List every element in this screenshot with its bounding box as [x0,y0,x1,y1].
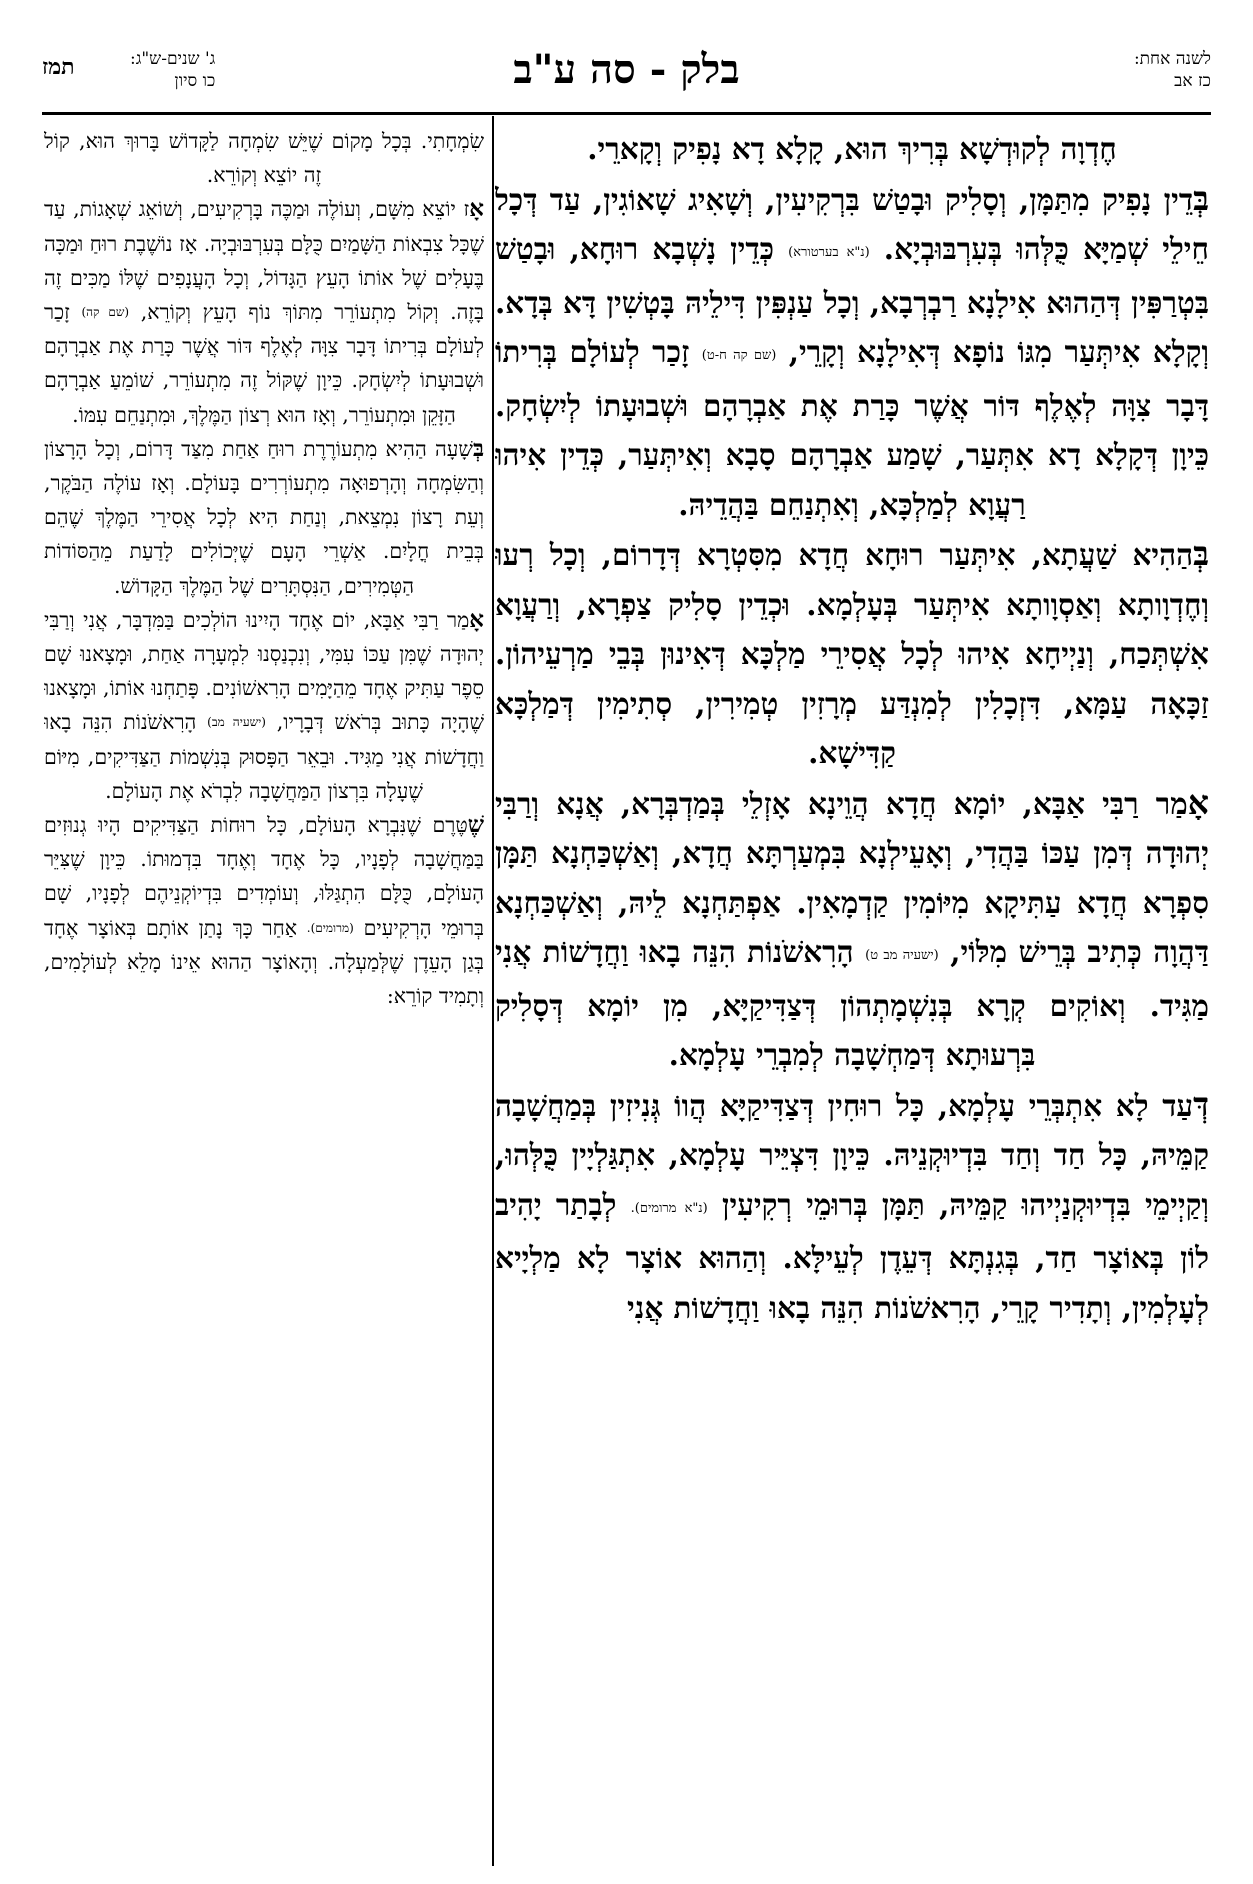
schedule-one-year-label: לשנה אחת: [1133,49,1211,69]
header-rule [42,112,1211,115]
side-p5-text-b: אַחַר כָּךְ נָתַן אוֹתָם בְּאוֹצָר אֶחָד בְּגַן הָעֵדֶן שֶׁלְּמַעְלָה. וְהָאוֹצָר הַהוּא אֵינוֹ מָלֵא לְעוֹלָמִים, וְתָמִיד קוֹרֵא: [44,915,484,1009]
main-p5-ref: (נ"א מרומים). [630,1200,708,1216]
main-p4-opener: אָ [1187,782,1209,822]
side-paragraph-1 [44,124,484,192]
side-p2-text-b: זָכַר לְעוֹלָם בְּרִיתוֹ דָּבָר צִוָּה לְאֶלֶף דּוֹר אֲשֶׁר כָּרַת אֶת אַבְרָהָם וּשְׁבוּעָתוֹ לְיִשְׂחָק. כֵּיוָן שֶׁקּוֹל זֶה מִתְעוֹרֵר, שׁוֹמֵעַ אַבְרָהָם הַזָּקֵן וּמִתְעוֹרֵר, וְאָז הוּא רְצוֹן הַמֶּלֶךְ, וּמִתְנַחֵם עִמּוֹ. [44,300,484,427]
main-paragraph-4 [495,778,1209,1080]
main-p5-opener: דְּ [1193,1084,1209,1124]
side-p5-ref: (מרומים). [306,920,354,935]
column-divider [492,116,494,1866]
side-p3-text: שָׁעָה הַהִיא מִתְעוֹרֶרֶת רוּחַ אַחַת מִצַּד דָּרוֹם, וְכָל הָרָצוֹן וְהַשִּׂמְחָה וְהָרְפוּאָה מִתְעוֹרְרִים בָּעוֹלָם. וְאָז עוֹלֶה הַבֹּקֶר, וְעֵת רָצוֹן נִמְצֵאת, וְנַחַת הִיא לְכָל אֲסִירֵי הַמֶּלֶךְ שֶׁהֵם בְּבֵית חֳלָיִם. אַשְׁרֵי הָעָם שֶׁיְּכוֹלִים לָדַעַת מֵהַסּוֹדוֹת הַטְּמִירִים, הַנִּסְתָּרִים שֶׁל הַמֶּלֶךְ הַקָּדוֹשׁ. [44,436,484,598]
main-text-column [495,124,1209,1864]
side-paragraph-5 [44,808,484,1013]
main-paragraph-2 [495,174,1209,530]
schedule-three-years [130,48,215,92]
main-p1-text: חֶדְוָה לְקוּדְשָׁא בְּרִיךְ הוּא, קָלָא דָא נָפִיק וְקָארֵי. [587,131,1117,166]
main-p4-text-b: הָרִאשֹׁנוֹת הִנֵּה בָאוּ וַחֲדָשׁוֹת אֲנִי מַגִּיד. וְאוֹקִים קְרָא בְּנִשְׁמָתְהוֹן דְּצַדִּיקַיָּא, מִן יוֹמָא דְּסָלִיק בִּרְעוּתָא דְּמַחְשָׁבָה לְמִבְרֵי עָלְמָא. [495,934,1209,1072]
side-p4-ref: (ישעיה מב) [207,715,266,730]
main-paragraph-1 [495,124,1209,174]
main-paragraph-5 [495,1080,1209,1333]
schedule-one-year-date: כז אב [1174,71,1211,91]
main-p4-text-a: מַר רַבִּי אַבָּא, יוֹמָא חֲדָא הֲוֵינָא אָזְלֵי בְּמַדְבְּרָא, אֲנָא וְרַבִּי יְהוּדָה דְּמִן עַכּוֹ בַּהֲדִי, וְאָעֵילְנָא בִּמְעַרְתָּא חֲדָא, וְאַשְׁכַּחְנָא תַּמָּן סִפְרָא חֲדָא עַתִּיקָא מִיּוֹמִין קַדְמָאִין. אַפְתַּחְנָא לֵיהּ, וְאַשְׁכַּחְנָא דַּהֲוָה כְּתִיב בְּרֵישׁ מִלּוֹי, [495,785,1209,969]
side-p5-opener: שֶׁ [467,811,484,839]
side-p1-text: שִׂמְחָתִי. בְּכָל מָקוֹם שֶׁיֵּשׁ שִׂמְחָה לַקָּדוֹשׁ בָּרוּךְ הוּא, קוֹל זֶה יוֹצֵא וְקוֹרֵא. [44,129,484,188]
main-p2-text-c: זָכַר לְעוֹלָם בְּרִיתוֹ דָּבָר צִוָּה לְאֶלֶף דּוֹר אֲשֶׁר כָּרַת אֶת אַבְרָהָם וּשְׁבוּעָתוֹ לְיִשְׂחָק. כֵּיוָן דְּקָלָא דָא אִתְּעַר, שָׁמַע אַבְרָהָם סָבָא וְאִיתְּעַר, כְּדֵין אִיהוּ רַעֲוָא לְמַלְכָּא, וְאִתְנַחֵם בַּהֲדֵיהּ. [495,334,1209,522]
main-p3-text: הַהִיא שַׁעֲתָא, אִיתְּעַר רוּחָא חֲדָא מִסִּטְרָא דְּדָרוֹם, וְכָל רְעוּ וְחֶדְוָותָא וְאַסְוָותָא אִיתְּעַר בְּעָלְמָא. וּכְדֵין סָלִיק צַפְרָא, וְרַעֲוָא אִשְׁתְּכַח, וְנַיְיחָא אִיהוּ לְכָל אֲסִירֵי מַלְכָּא דְּאִינוּן בְּבֵי מַרְעֵיהוֹן. זַכָּאָה עַמָּא, דִּזְכָלִין לְמִנְדַּע מְרָזִין טְמִירִין, סְתִימִין דְּמַלְכָּא קַדִּישָׁא. [495,537,1209,770]
side-p4-text-a: מַר רַבִּי אַבָּא, יוֹם אֶחָד הָיִינוּ הוֹלְכִים בַּמִּדְבָּר, אֲנִי וְרַבִּי יְהוּדָה שֶׁמִּן עַכּוֹ עִמִּי, וְנִכְנַסְנוּ לִמְעָרָה אַחַת, וּמָצָאנוּ שָׁם סֵפֶר עַתִּיק אֶחָד מֵהַיָּמִים הָרִאשׁוֹנִים. פָּתַחְנוּ אוֹתוֹ, וּמָצָאנוּ שֶׁהָיָה כָּתוּב בְּרֹאשׁ דְּבָרָיו, [44,607,484,735]
side-p3-opener: בְּ [472,434,484,462]
page-title: בלק - סה ע"ב [513,46,740,93]
main-p4-ref: (ישעיה מב ט) [865,948,939,963]
side-p2-text-a: ז יוֹצֵא מִשָּׁם, וְעוֹלֶה וּמַכֶּה בָּרְקִיעִים, וְשׁוֹאֵג שְׁאָגוֹת, עַד שֶׁכָּל צִבְאוֹת הַשָּׁמַיִם כֻּלָּם בְּעִרְבּוּבְיָה. אָז נוֹשֶׁבֶת רוּחַ וּמַכָּה בֶּעָלִים שֶׁל אוֹתוֹ הָעֵץ הַגָּדוֹל, וְכָל הָעֲנָפִים שֶׁלּוֹ מַכִּים זֶה בָּזֶה. וְקוֹל מִתְעוֹרֵר מִתּוֹךְ נוֹף הָעֵץ וְקוֹרֵא, [44,197,484,325]
side-p5-text-a: טֶּרֶם שֶׁנִּבְרָא הָעוֹלָם, כָּל רוּחוֹת הַצַּדִּיקִים הָיוּ גְנוּזִים בַּמַּחֲשָׁבָה לְפָנָיו, כָּל אֶחָד וְאֶחָד בִּדְמוּתוֹ. כֵּיוָן שֶׁצִּיֵּר הָעוֹלָם, כֻּלָּם הִתְגַּלּוּ, וְעוֹמְדִים בִּדְיוֹקְנֵיהֶם לְפָנָיו, שָׁם בְּרוּמֵי הָרְקִיעִים [44,813,484,940]
schedule-three-years-date: כו סיון [174,71,216,91]
main-p2-ref-1: (נ"א בערטורא) [788,245,870,260]
schedule-three-years-label: ג' שנים-ש"ג: [130,49,216,69]
page-header [42,48,1211,110]
main-p5-text-a: עַד לָא אִתְבְּרֵי עָלְמָא, כָּל רוּחִין דְּצַדִּיקַיָּא הֲווֹ גְּנִיזִין בְּמַחֲשָׁבָה קַמֵּיהּ, כָּל חַד וְחַד בִּדְיוּקְנֵיהּ. כֵּיוָן דִּצְיֵּיר עָלְמָא, אִתְגַּלְיָין כֻּלְּהוּ, וְקַיְימֵי בִּדְיוּקְנַיְיהוּ קַמֵּיהּ, תַּמָּן בְּרוּמֵי רְקִיעִין [495,1087,1209,1222]
side-paragraph-2 [44,192,484,431]
main-paragraph-3 [495,529,1209,778]
side-paragraph-4 [44,603,484,808]
translation-column [44,124,484,1864]
main-p3-opener: בְּ [1193,534,1209,573]
main-p2-text-a: דֵין נָפִיק מִתַּמָּן, וְסָלִיק וּבָטַשׁ בִּרְקִיעִין, וְשָׁאִיג שָׁאוֹגִין, עַד דְּכָל חֵילֵי שְׁמַיָּא כֻּלְּהוּ בְּעִרְבּוּבְיָא. [495,181,1209,266]
side-p4-text-b: הָרִאשֹׁנוֹת הִנֵּה בָאוּ וַחֲדָשׁוֹת אֲנִי מַגִּיד. וּבֵאֵר הַפָּסוּק בְּנִשְׁמוֹת הַצַּדִּיקִים, מִיּוֹם שֶׁעָלָה בִּרְצוֹן הַמַּחֲשָׁבָה לִבְרֹא אֶת הָעוֹלָם. [44,710,484,803]
page-number: תמז [42,54,75,80]
main-p2-ref-2: (שם קה ח-ט) [701,348,777,363]
side-p4-opener: אָ [469,605,484,633]
side-p2-ref: (שם קה) [81,305,130,320]
main-p5-text-b: לְבָתַר יָהִיב לוֹן בְּאוֹצָר חַד, בְּגִנְתָּא דְּעֵדֶן לְעֵילָּא. וְהַהוּא אוֹצָר לָא מַלְיָיא לְעָלְמִין, וְתָדִיר קָרֵי, הָרִאשֹׁנוֹת הִנֵּה בָאוּ וַחֲדָשׁוֹת אֲנִי [495,1186,1209,1325]
side-paragraph-3 [44,432,484,603]
main-p2-text-b: כְּדֵין נָשְׁבָא רוּחָא, וּבָטַשׁ בִּטְרַפִּין דְּהַהוּא אִילָנָא רַבְרְבָא, וְכָל עַנְפִּין דִּילֵיהּ בָּטְשִׁין דָּא בְּדָא. וְקָלָא אִיתְּעַר מִגּוֹ נוֹפָא דְּאִילָנָא וְקָרֵי, [495,231,1209,369]
side-p2-opener: אָ [469,195,484,223]
main-p2-opener: בְּ [1193,178,1209,218]
